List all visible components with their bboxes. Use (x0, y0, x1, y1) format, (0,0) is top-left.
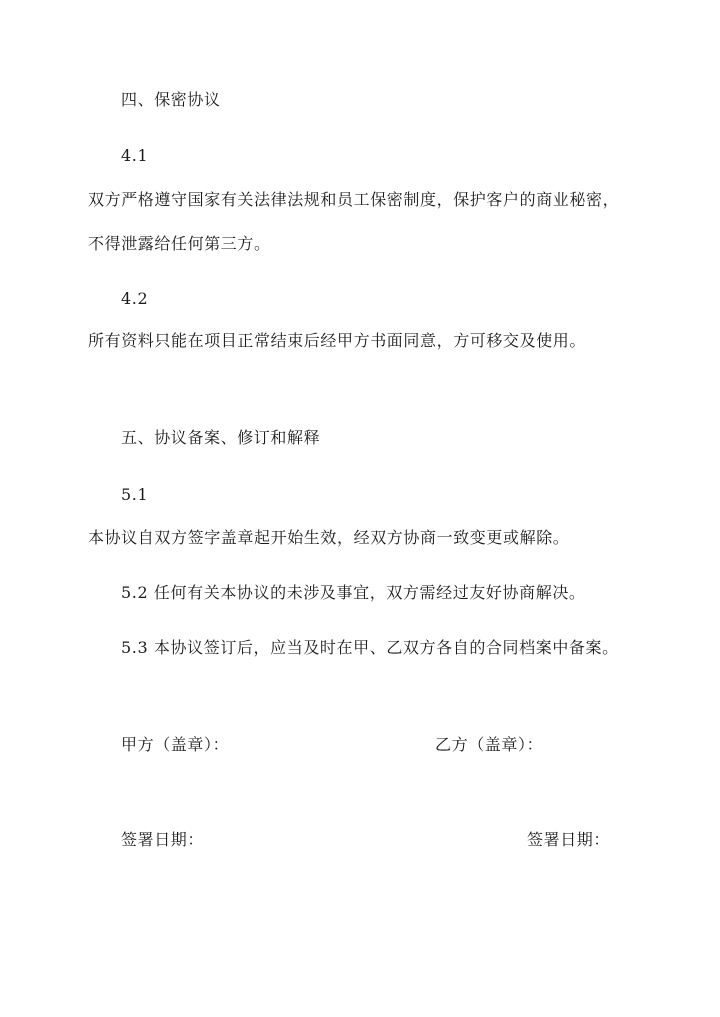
clause-4-1-number: 4.1 (121, 146, 149, 165)
section-5-heading: 五、协议备案、修订和解释 (121, 428, 321, 447)
party-b-seal-label: 乙方（盖章）： (435, 735, 544, 754)
party-a-date-label: 签署日期： (121, 830, 205, 849)
clause-5-1-number: 5.1 (121, 485, 149, 504)
party-a-seal-label: 甲方（盖章）： (121, 735, 230, 754)
clause-5-2: 5.2 任何有关本协议的未涉及事宜，双方需经过友好协商解决。 (121, 583, 586, 602)
section-4-heading: 四、保密协议 (121, 90, 221, 109)
clause-4-2-text: 所有资料只能在项目正常结束后经甲方书面同意，方可移交及使用。 (88, 331, 587, 350)
clause-5-1-text: 本协议自双方签字盖章起开始生效，经双方协商一致变更或解除。 (88, 528, 570, 547)
clause-4-1-text-line1: 双方严格遵守国家有关法律法规和员工保密制度，保护客户的商业秘密， (88, 190, 620, 209)
clause-5-3: 5.3 本协议签订后，应当及时在甲、乙双方各自的合同档案中备案。 (121, 638, 619, 657)
party-b-date-label: 签署日期： (527, 830, 611, 849)
clause-4-2-number: 4.2 (121, 289, 149, 308)
clause-4-1-text-line2: 不得泄露给任何第三方。 (88, 234, 271, 253)
